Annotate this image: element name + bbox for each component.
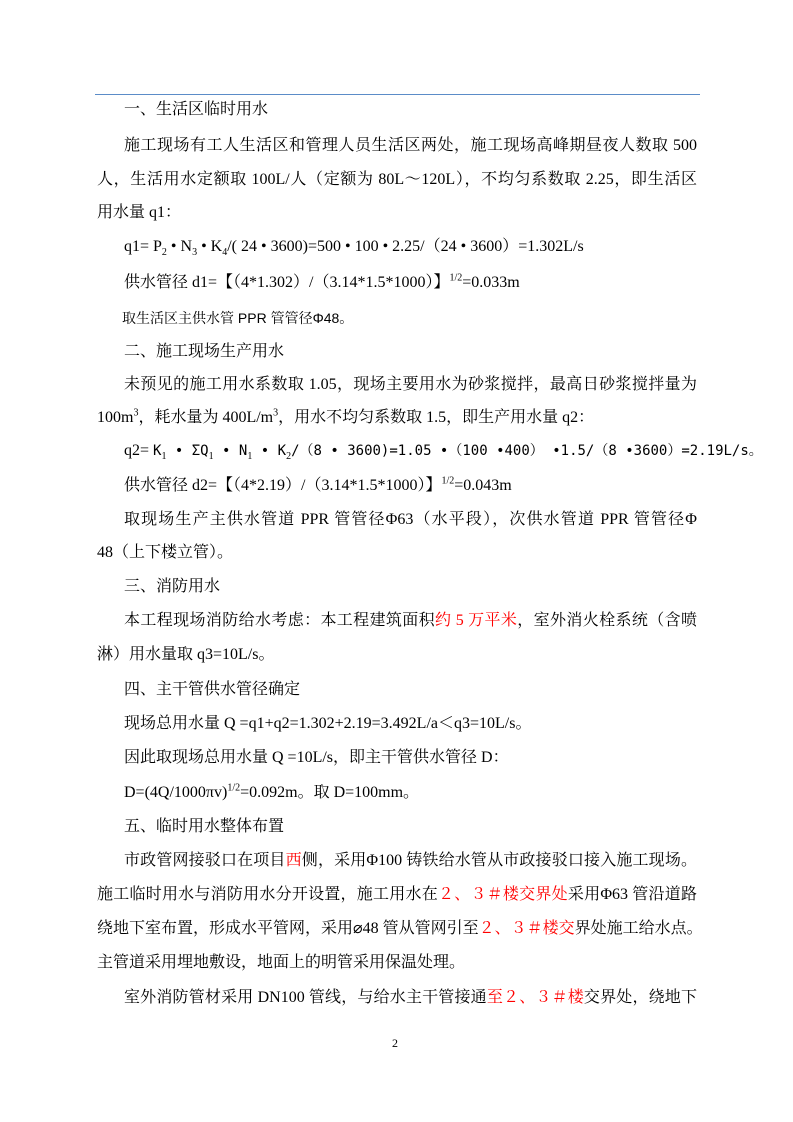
text-segment: K (153, 443, 162, 459)
text-segment: 淋）用水量取 q3=10L/s。 (97, 646, 275, 663)
text-segment: 3 (192, 247, 198, 259)
text-line (97, 203, 697, 223)
text-segment: 取生活区主供水管 PPR 管管径Φ48。 (122, 310, 354, 326)
text-segment: =0.033m (462, 274, 520, 291)
text-segment: /（8 • 3600)=1.05 •（100 •400） •1.5/（8 •3600）=2.19L/s。 (291, 443, 763, 459)
text-segment: • N (213, 443, 248, 459)
text-segment: 48（上下楼立管）。 (97, 544, 234, 561)
text-segment: 绕地下室布置，形成水平管网，采用⌀48 管从管网引至 (97, 920, 479, 937)
text-segment: 4 (222, 247, 228, 259)
text-segment: • K (197, 238, 223, 255)
text-segment: 施工临时用水与消防用水分开设置，施工用水在 (97, 886, 438, 903)
text-line (124, 714, 697, 734)
text-line (97, 953, 697, 973)
text-line (124, 851, 697, 871)
text-segment: 主管道采用埋地敷设，地面上的明管采用保温处理。 (97, 954, 466, 971)
highlighted-text: 西 (285, 852, 302, 869)
text-segment: 二、施工现场生产用水 (124, 343, 285, 360)
text-line (97, 170, 697, 190)
text-segment: 现场总用水量 Q =q1+q2=1.302+2.19=3.492L/a＜q3=10L/s。 (124, 715, 532, 732)
text-segment: 五、临时用水整体布置 (124, 818, 285, 835)
text-line (97, 645, 697, 665)
text-segment: 四、主干管供水管径确定 (124, 681, 301, 698)
header-rule (95, 94, 700, 95)
text-line (124, 100, 697, 120)
text-segment: 室外消防管材采用 DN100 管线，与给水主干管接通 (124, 989, 487, 1006)
text-line (97, 919, 703, 939)
text-line (124, 783, 697, 803)
text-segment: 1/2 (449, 272, 463, 284)
text-line (124, 441, 763, 463)
text-segment: 3 (273, 407, 279, 419)
text-segment: 施工现场有工人生活区和管理人员生活区两处，施工现场高峰期昼夜人数取 500 (124, 137, 697, 154)
text-segment: 2 (161, 247, 167, 259)
text-line (124, 342, 697, 362)
text-line (124, 748, 697, 768)
text-segment: ，耗水量为 400L/m (138, 409, 274, 426)
text-segment: D=(4Q/1000πv) (124, 784, 228, 801)
text-segment: 1 (161, 451, 167, 463)
text-segment: 1/2 (441, 475, 455, 487)
text-segment: 供水管径 d2=【（4*2.19）/（3.14*1.5*1000）】 (124, 477, 442, 494)
text-segment: =0.043m (454, 477, 512, 494)
text-segment: 本工程现场消防给水考虑：本工程建筑面积 (124, 612, 436, 629)
text-segment: 2 (286, 451, 292, 463)
text-segment: 因此取现场总用水量 Q =10L/s，即主干管供水管径 D： (124, 749, 509, 766)
text-line (124, 237, 697, 257)
text-segment: ，用水不均匀系数取 1.5，即生产用水量 q2： (278, 409, 595, 426)
highlighted-text: ２、３＃楼交界处 (437, 886, 568, 903)
text-segment: 市政管网接驳口在项目 (124, 852, 286, 869)
text-segment: =0.092m。取 D=100mm。 (240, 784, 420, 801)
text-line (124, 577, 697, 597)
text-line (124, 510, 697, 530)
text-line (124, 611, 697, 631)
text-segment: 采用Φ63 管沿道路 (567, 886, 697, 903)
text-segment: 侧，采用Φ100 铸铁给水管从市政接驳口接入施工现场。 (301, 852, 697, 869)
text-segment: • N (166, 238, 193, 255)
text-line (97, 408, 697, 428)
text-segment: 交界处，绕地下 (583, 989, 697, 1006)
text-line (122, 308, 722, 328)
text-segment: 一、生活区临时用水 (124, 101, 269, 118)
text-segment: 三、消防用水 (124, 578, 221, 595)
text-segment: ，室外消火栓系统（含喷 (517, 612, 697, 629)
highlighted-text: ２、３＃楼交 (478, 920, 575, 937)
text-segment: 供水管径 d1=【（4*1.302）/（3.14*1.5*1000）】 (124, 274, 450, 291)
text-segment: q2= (124, 442, 154, 459)
text-line (124, 476, 697, 496)
page-number: 2 (392, 1036, 398, 1050)
text-line (97, 885, 697, 905)
text-segment: 1 (247, 451, 253, 463)
text-line (97, 543, 697, 563)
text-segment: q1= P (124, 238, 162, 255)
text-line (124, 273, 697, 293)
text-segment: 1 (208, 451, 214, 463)
text-segment: 界处施工给水点。 (574, 920, 703, 937)
text-segment: • K (252, 443, 287, 459)
text-segment: 取现场生产主供水管道 PPR 管管径Φ63（水平段），次供水管道 PPR 管管径Φ (124, 511, 697, 528)
text-line (124, 817, 697, 837)
text-segment: 用水量 q1： (97, 204, 182, 221)
text-segment: 人，生活用水定额取 100L/人（定额为 80L～120L），不均匀系数取 2.25，即生活区 (97, 171, 697, 188)
text-line (124, 136, 697, 156)
highlighted-text: 至２、３＃楼 (486, 989, 584, 1006)
text-segment: 3 (133, 407, 139, 419)
text-segment: 1/2 (227, 782, 241, 794)
text-segment: /( 24 • 3600)=500 • 100 • 2.25/（24 • 3600）=1.302L/s (227, 238, 584, 255)
highlighted-text: 约 5 万平米 (435, 612, 518, 629)
text-segment: 未预见的施工用水系数取 1.05，现场主要用水为砂浆搅拌，最高日砂浆搅拌量为 (124, 376, 697, 393)
text-segment: 100m (97, 409, 134, 426)
text-line (124, 375, 697, 395)
text-line (124, 988, 697, 1008)
text-line (124, 680, 697, 700)
text-segment: • ΣQ (166, 443, 209, 459)
